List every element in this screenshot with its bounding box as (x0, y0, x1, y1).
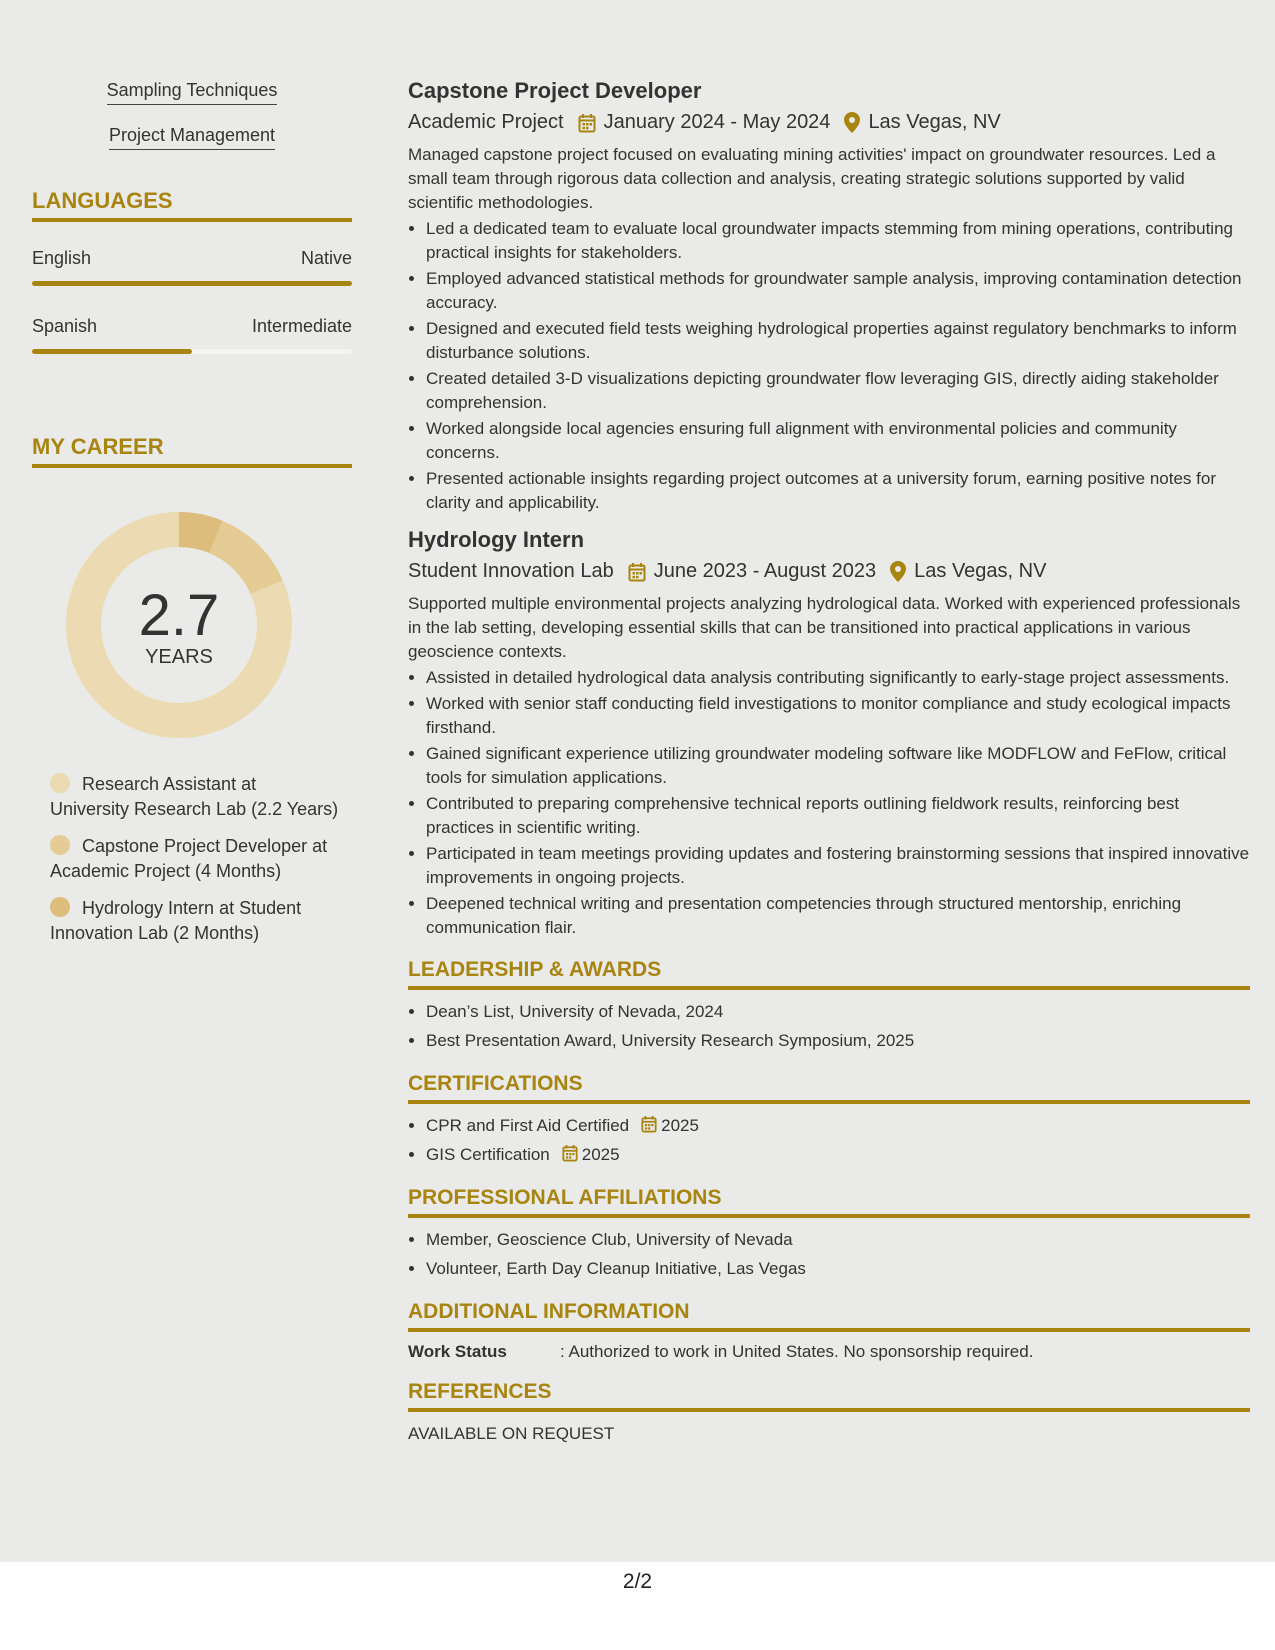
career-heading: MY CAREER (32, 434, 352, 468)
language-name: Spanish (32, 316, 98, 336)
leadership-section (408, 958, 1250, 1054)
job-dates: January 2024 - May 2024 (603, 111, 831, 133)
list-item: • Participated in team meetings providing updates and fostering brainstorming sessions that inspired innovative improvements in ongoing projects. (426, 842, 1250, 890)
career-legend (50, 772, 340, 946)
certifications-section (408, 1072, 1250, 1168)
language-bar (32, 349, 352, 354)
skill-item: Project Management (109, 125, 275, 150)
references-heading: REFERENCES (408, 1380, 1250, 1412)
calendar-icon (641, 1115, 657, 1133)
list-item: • Contributed to preparing comprehensive technical reports outlining fieldwork results, reinforcing best practices in scientific writing. (426, 792, 1250, 840)
legend-item (50, 772, 340, 822)
certifications-list (426, 1112, 1250, 1168)
page-number: 2/2 (622, 1570, 653, 1593)
references-text: AVAILABLE ON REQUEST (408, 1424, 615, 1443)
list-item: • Created detailed 3-D visualizations depicting groundwater flow leveraging GIS, directly aiding stakeholder comprehension. (426, 367, 1250, 415)
list-item: • Dean’s List, University of Nevada, 2024 (426, 998, 1250, 1025)
info-row (408, 1342, 1250, 1362)
legend-dot-icon (50, 835, 70, 855)
calendar-icon (578, 113, 596, 133)
legend-label: Research Assistant at University Research Lab (2.2 Years) (50, 774, 339, 819)
cert-name: GIS Certification (426, 1145, 550, 1164)
legend-label: Capstone Project Developer at Academic Project (4 Months) (50, 836, 328, 881)
job-bullets (426, 666, 1250, 940)
list-item: • Worked with senior staff conducting field investigations to monitor compliance and study ecological impacts firsthand. (426, 692, 1250, 740)
language-name: English (32, 248, 92, 268)
references-section (408, 1380, 1250, 1444)
career-donut (66, 512, 292, 738)
info-value: : Authorized to work in United States. No sponsorship required. (560, 1342, 1034, 1361)
language-row (32, 248, 352, 269)
job-bullets (426, 217, 1250, 515)
job-title: Capstone Project Developer (408, 78, 702, 103)
job-title: Hydrology Intern (408, 527, 585, 552)
list-item: • Worked alongside local agencies ensuring full alignment with environmental policies and community concerns. (426, 417, 1250, 465)
language-level: Intermediate (251, 316, 352, 336)
affiliations-heading: PROFESSIONAL AFFILIATIONS (408, 1186, 1250, 1218)
certifications-heading: CERTIFICATIONS (408, 1072, 1250, 1104)
languages-section (32, 188, 352, 354)
list-item: • Member, Geoscience Club, University of Nevada (426, 1226, 1250, 1253)
job-meta (408, 111, 1250, 134)
cert-year: 2025 (581, 1145, 620, 1164)
list-item: • Employed advanced statistical methods for groundwater sample analysis, improving contamination detection accuracy. (426, 267, 1250, 315)
location-pin-icon (890, 561, 906, 582)
sidebar (32, 80, 352, 958)
language-bar (32, 281, 352, 286)
job-description: Supported multiple environmental projects analyzing hydrological data. Worked with experienced professionals in the lab setting, developing essential skills that can be transitioned into practical applications in various geoscience contexts. (408, 594, 1241, 661)
location-pin-icon (844, 112, 860, 133)
list-item: • Designed and executed field tests weighing hydrological properties against regulatory benchmarks to inform disturbance solutions. (426, 317, 1250, 365)
language-level: Native (300, 248, 352, 268)
job-org: Student Innovation Lab (408, 560, 614, 582)
leadership-heading: LEADERSHIP & AWARDS (408, 958, 1250, 990)
calendar-icon (562, 1144, 578, 1162)
job-location: Las Vegas, NV (868, 111, 1001, 133)
list-item: • Volunteer, Earth Day Cleanup Initiative, Las Vegas (426, 1255, 1250, 1282)
affiliations-section (408, 1186, 1250, 1282)
job-org: Academic Project (408, 111, 564, 133)
job-dates: June 2023 - August 2023 (653, 560, 877, 582)
language-row (32, 316, 352, 337)
additional-section (408, 1300, 1250, 1362)
legend-item (50, 896, 340, 946)
additional-heading: ADDITIONAL INFORMATION (408, 1300, 1250, 1332)
legend-dot-icon (50, 897, 70, 917)
list-item: • Gained significant experience utilizing groundwater modeling software like MODFLOW and FeFlow, critical tools for simulation applications. (426, 742, 1250, 790)
affiliations-list (426, 1226, 1250, 1282)
cert-year: 2025 (661, 1116, 699, 1135)
job-location: Las Vegas, NV (914, 560, 1047, 582)
info-key: Work Status (408, 1342, 507, 1361)
calendar-icon (628, 562, 646, 582)
language-bar-fill (32, 281, 352, 286)
list-item: • Best Presentation Award, University Research Symposium, 2025 (426, 1027, 1250, 1054)
legend-dot-icon (50, 773, 70, 793)
list-item: • Led a dedicated team to evaluate local groundwater impacts stemming from mining operations, contributing practical insights for stakeholders. (426, 217, 1250, 265)
cert-name: CPR and First Aid Certified (426, 1116, 630, 1135)
experience-entry (408, 78, 1250, 515)
list-item (426, 1141, 1250, 1168)
list-item: • Assisted in detailed hydrological data analysis contributing significantly to early-stage project assessments. (426, 666, 1250, 690)
career-total: 2.7 (138, 583, 220, 648)
legend-item (50, 834, 340, 884)
languages-heading: LANGUAGES (32, 188, 352, 222)
list-item: • Deepened technical writing and presentation competencies through structured mentorship, enriching communication flair. (426, 892, 1250, 940)
list-item: • Presented actionable insights regarding project outcomes at a university forum, earning positive notes for clarity and applicability. (426, 467, 1250, 515)
legend-label: Hydrology Intern at Student Innovation Lab (2 Months) (50, 898, 302, 943)
main-content (408, 78, 1250, 1444)
career-section (32, 434, 352, 946)
job-meta (408, 560, 1250, 583)
language-bar-fill (32, 349, 192, 354)
skill-item: Sampling Techniques (107, 80, 278, 105)
list-item (426, 1112, 1250, 1139)
leadership-list (426, 998, 1250, 1054)
job-description: Managed capstone project focused on evaluating mining activities' impact on groundwater resources. Led a small team through rigorous data collection and analysis, creating strategic solutions supported by valid scientific methodologies. (408, 145, 1216, 212)
experience-entry (408, 527, 1250, 940)
career-unit: YEARS (145, 646, 213, 668)
